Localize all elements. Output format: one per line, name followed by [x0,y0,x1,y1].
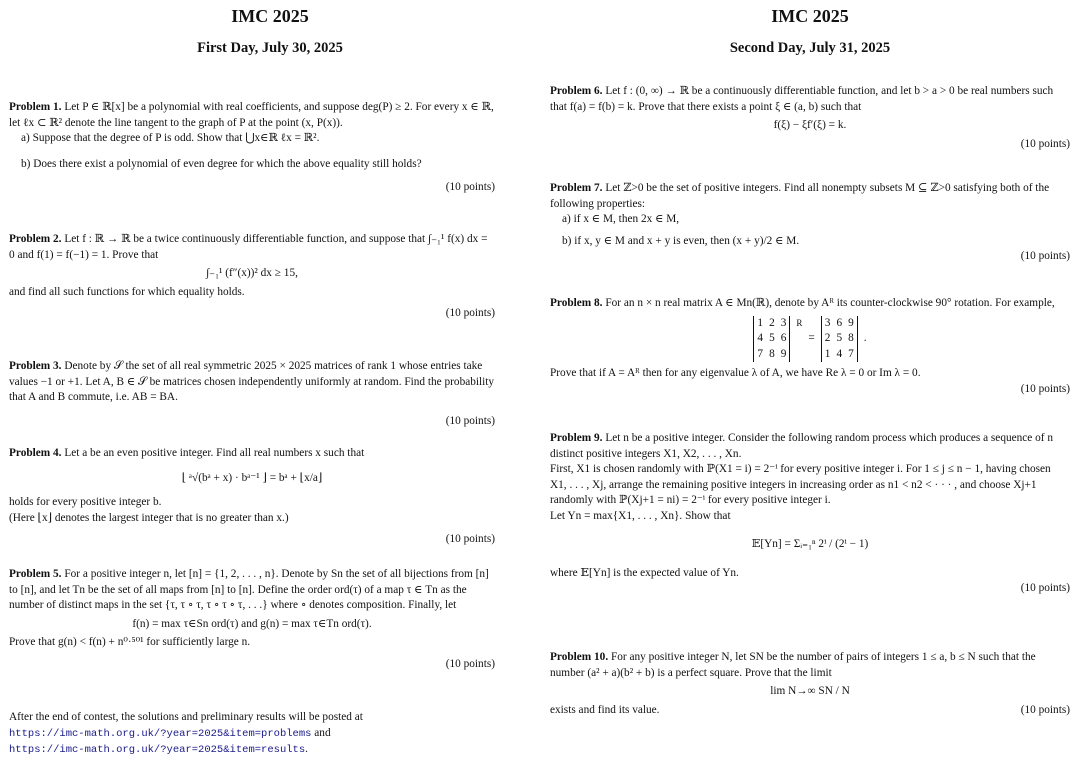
points: (10 points) [1020,250,1070,262]
problem-10 [550,650,1070,719]
matrix-cell: 7 [757,347,764,360]
matrix-cell: 6 [780,332,787,344]
problem-item-a: a) Suppose that the degree of P is odd. Show that ⋃x∈ℝ ℓx = ℝ². [21,132,320,144]
problem-text-after: exists and find its value. [550,703,660,716]
problem-text: For an n × n real matrix A ∈ Mn(ℝ), denote by Aᴿ its counter-clockwise 90° rotation. For example, [605,297,1055,309]
problem-label: Problem 7. [550,182,603,194]
problem-label: Problem 1. [9,101,62,113]
display-formula: ∫₋₁¹ (f″(x))² dx ≥ 15, [206,267,298,279]
problem-label: Problem 9. [550,432,603,444]
footer-note [9,710,509,759]
problem-4 [9,446,495,548]
points: (10 points) [445,533,495,545]
problem-label: Problem 10. [550,651,609,663]
problem-text: For a positive integer n, let [n] = {1, 2, . . . , n}. Denote by Sn the set of all bijections from [n] to [n], and let Tn be the set of all maps from [n] to [n]. Define the order ord(τ) of a map τ ∈ Tn as the number of distinct maps in the set {τ, τ ∘ τ, τ ∘ τ ∘ τ, . . .} where ∘ denotes composition. Finally, let [9,568,489,611]
points: (10 points) [445,181,495,193]
problem-2 [9,232,495,322]
matrix-cell: 1 [757,316,764,329]
problem-label: Problem 5. [9,568,62,580]
problem-label: Problem 2. [9,233,62,245]
equals-sign: = [808,332,815,344]
matrix-example [550,316,1070,363]
problem-item-b: b) Does there exist a polynomial of even degree for which the above equality still holds? [21,157,422,170]
problem-text: For any positive integer N, let SN be the number of pairs of integers 1 ≤ a, b ≤ N such that the number (a² + a)(b² + b) is a perfect square. Prove that the limit [550,651,1036,679]
problem-text: Let P ∈ ℝ[x] be a polynomial with real coefficients, and suppose deg(P) ≥ 2. For every x ∈ ℝ, let ℓx ⊂ ℝ² denote the line tangent to the graph of P at the point (x, P(x)). [9,101,494,129]
problem-text-after: where 𝔼[Yn] is the expected value of Yn. [550,566,739,579]
display-formula: ⌊ ᵃ√(bᵃ + x) · bᵃ⁻¹ ⌋ = bᵃ + ⌊x/a⌋ [181,471,323,484]
matrix-cell: 8 [769,347,775,360]
problem-item-b: b) if x, y ∈ M and x + y is even, then (x + y)/2 ∈ M. [562,234,800,247]
day-heading: First Day, July 30, 2025 [197,40,343,56]
problem-label: Problem 8. [550,297,603,309]
problem-7 [550,181,1070,265]
matrix-cell: 8 [848,332,854,344]
problems-link[interactable]: https://imc-math.org.uk/?year=2025&item=problems [9,727,312,740]
matrix-cell: 2 [824,332,831,344]
matrix-cell: 3 [824,316,831,329]
period: . [863,332,867,344]
matrix-cell: 6 [836,316,843,329]
problem-text-after: holds for every positive integer b. [9,496,162,508]
points: (10 points) [445,657,495,670]
rotation-marker: R [796,317,803,328]
matrix-cell: 5 [836,332,843,344]
problem-text: Let ℤ>0 be the set of positive integers. Find all nonempty subsets M ⊆ ℤ>0 satisfying both of the following properties: [550,182,1050,210]
page-day-two [540,0,1080,761]
points: (10 points) [1020,704,1070,716]
day-heading: Second Day, July 31, 2025 [729,40,891,56]
matrix-cell: 7 [848,347,854,360]
footer-and: and [311,726,331,739]
problem-3 [9,359,495,429]
points: (10 points) [445,307,495,319]
points: (10 points) [1020,137,1070,150]
problem-item-a: a) if x ∈ M, then 2x ∈ M, [562,213,680,225]
problem-5 [9,567,495,672]
footer-dot: . [305,743,308,755]
matrix-cell: 4 [757,332,764,344]
problem-label: Problem 4. [9,447,62,459]
display-formula: f(ξ) − ξf′(ξ) = k. [773,119,847,131]
problem-text-after: Prove that if A = Aᴿ then for any eigenvalue λ of A, we have Re λ = 0 or Im λ = 0. [550,367,921,379]
matrix-cell: 1 [824,347,831,360]
results-link[interactable]: https://imc-math.org.uk/?year=2025&item=results [9,744,306,756]
matrix-cell: 9 [848,316,854,329]
matrix-original [753,316,790,363]
matrix-cell: 4 [836,347,843,360]
problem-text: Let n be a positive integer. Consider the following random process which produces a sequence of n distinct positive integers X1, X2, . . . , Xn. [550,432,1054,460]
matrix-cell: 5 [769,332,775,344]
problem-text-after: Prove that g(n) < f(n) + n⁰·⁵⁰¹ for sufficiently large n. [9,636,251,648]
points: (10 points) [445,414,495,427]
problem-note: (Here ⌊x⌋ denotes the largest integer that is no greater than x.) [9,511,289,524]
problem-text: Let a be an even positive integer. Find all real numbers x such that [64,447,365,459]
problem-text-after: and find all such functions for which equality holds. [9,285,245,298]
problem-label: Problem 3. [9,360,62,372]
problem-8 [550,296,1070,397]
problem-text: Denote by 𝒮 the set of all real symmetric 2025 × 2025 matrices of rank 1 whose entries take values −1 or +1. Let A, B ∈ 𝒮 be matrices chosen independently uniformly at random. Find the probability that A and B commute, i.e. AB = BA. [9,360,495,403]
matrix-cell: 9 [780,347,787,360]
display-formula: lim N→∞ SN / N [770,685,850,697]
problem-paragraph-2: First, X1 is chosen randomly with ℙ(X1 = i) = 2⁻ⁱ for every positive integer i. For 1 ≤ j ≤ n − 1, having chosen X1, . . . , Xj, arrange the remaining positive integers in increasing order as n1 < n2 < · · · , and choose Xj+1 randomly with ℙ(Xj+1 = ni) = 2⁻ⁱ for every positive integer i. [550,463,1051,506]
problem-label: Problem 6. [550,85,603,97]
matrix-rotated [821,316,858,363]
display-formula: 𝔼[Yn] = Σᵢ₌₁ⁿ 2ⁱ / (2ⁱ − 1) [751,538,869,550]
points: (10 points) [1020,382,1070,395]
problem-9 [550,431,1070,597]
problem-text: Let f : (0, ∞) → ℝ be a continuously differentiable function, and let b > a > 0 be real numbers such that f(a) = f(b) = k. Prove that there exists a point ξ ∈ (a, b) such that [550,85,1054,113]
problem-6 [550,84,1070,152]
problem-text: Let f : ℝ → ℝ be a twice continuously differentiable function, and suppose that ∫₋₁¹ f(x) dx = 0 and f(1) = f(−1) = 1. Prove that [9,233,488,261]
problem-paragraph-3: Let Yn = max{X1, . . . , Xn}. Show that [550,509,731,522]
points: (10 points) [1020,582,1070,594]
matrix-cell: 2 [769,316,775,329]
problem-1 [9,100,495,196]
matrix-cell: 3 [780,316,787,329]
footer-text: After the end of contest, the solutions and preliminary results will be posted at [9,711,363,723]
display-formula: f(n) = max τ∈Sn ord(τ) and g(n) = max τ∈Tn ord(τ). [132,617,372,630]
page-title: IMC 2025 [771,6,849,26]
page-title: IMC 2025 [231,6,309,26]
